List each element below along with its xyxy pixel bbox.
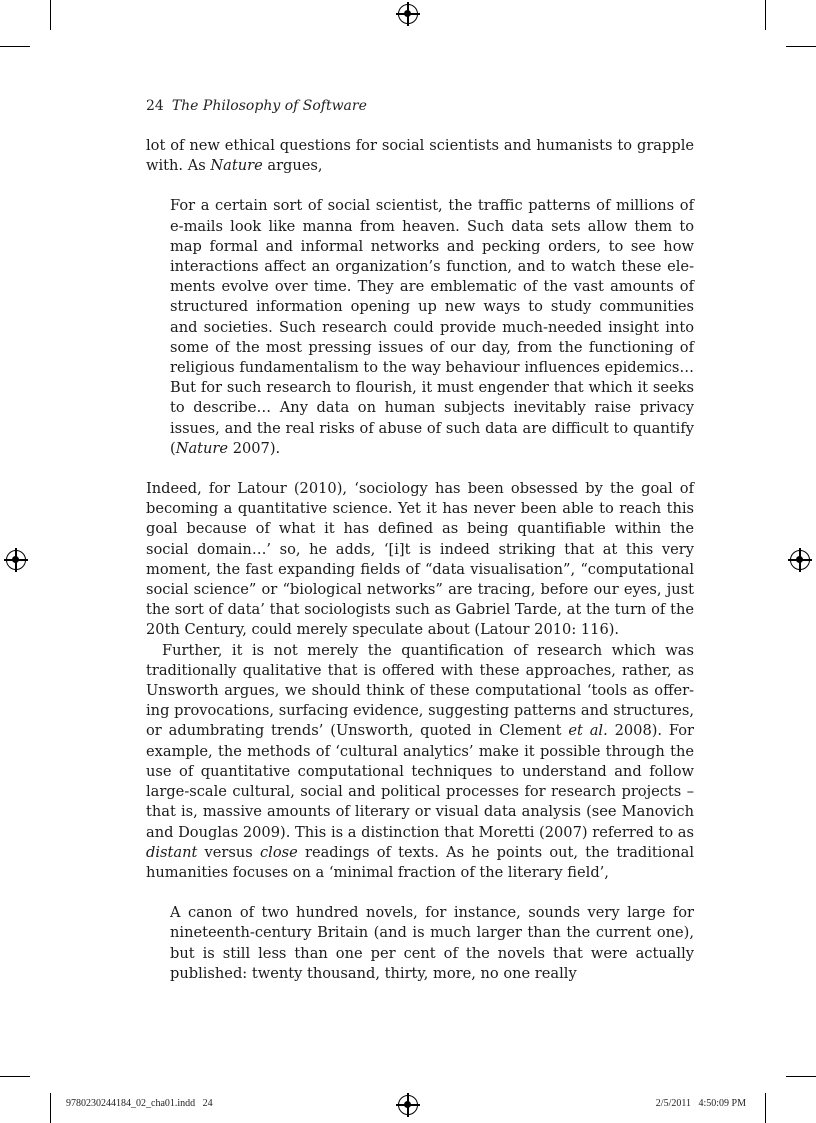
body-paragraph (146, 136, 694, 176)
italic-text: et al. (568, 722, 608, 740)
block-quote (170, 196, 694, 459)
text-run: Further, it is not merely the quantification of research which was traditionally qualitative that is offered with these approaches, rather, as Unsworth argues, we should think of these computational ‘tools as offering provocations, surfacing evidence, suggesting patterns and structures, or adumbrating trends’ (Unsworth, quoted in Clement (146, 641, 694, 740)
registration-mark-bottom-icon (398, 1095, 418, 1115)
registration-mark-left-icon (6, 550, 26, 570)
text-run: readings of texts. As he points out, the traditional humanities focuses on a ‘minimal fraction of the literary field’, (146, 843, 694, 881)
text-run: argues, (262, 157, 323, 175)
running-head (146, 97, 367, 115)
text-run: lot of new ethical questions for social scientists and humanists to grapple with. As (146, 137, 694, 175)
crop-mark-bottom-right-horizontal (786, 1076, 816, 1077)
body-paragraph (146, 479, 694, 641)
crop-mark-bottom-left-horizontal (0, 1076, 30, 1077)
text-run: versus (197, 843, 260, 861)
text-run: 2008). For example, the methods of ‘cultural analytics’ make it possible through the use of quantitative computational techniques to understand and follow large-scale cultural, social and political processes for research projects – that is, massive amounts of literary or visual data analysis (see Manovich and Douglas 2009). This is a distinction that Moretti (2007) referred to as (146, 722, 695, 841)
text-run: Indeed, for Latour (2010), ‘sociology has been obsessed by the goal of becoming a quantitative science. Yet it has never been able to reach this goal because of what it has defined as being quantifiable within the social domain…’ so, he adds, ‘[i]t is indeed striking that at this very moment, the fast expanding fields of “data visualisation”, “computational social science” or “biological networks” are tracing, before our eyes, just the sort of data’ that sociologists such as Gabriel Tarde, at the turn of the 20th Century, could merely speculate about (Latour 2010: 116). (146, 480, 694, 639)
text-run: A canon of two hundred novels, for instance, sounds very large for nineteenth-century Britain (and is much larger than the current one), but is still less than one per cent of the novels that were actually published: twenty thousand, thirty, more, no one really (170, 904, 694, 982)
page-number: 24 (146, 98, 164, 114)
page-body (146, 136, 694, 984)
registration-mark-top-icon (398, 4, 418, 24)
crop-mark-top-right-horizontal (786, 46, 816, 47)
crop-mark-top-right-vertical (765, 0, 766, 30)
italic-text: distant (146, 843, 198, 861)
footer-timestamp: 2/5/2011 4:50:09 PM (655, 1098, 746, 1109)
body-paragraph (146, 641, 694, 883)
italic-text: close (260, 843, 298, 861)
crop-mark-top-left-vertical (50, 0, 51, 30)
book-title: The Philosophy of Software (171, 98, 367, 114)
text-run: 2007). (228, 439, 281, 457)
italic-text: Nature (175, 439, 229, 457)
registration-mark-right-icon (790, 550, 810, 570)
italic-text: Nature (210, 157, 263, 175)
text-run: For a certain sort of social scientist, the traffic patterns of millions of e-mails look like manna from heaven. Such data sets allow them to map formal and informal networks and pecking orders, to see how interactions affect an organization’s function, and to watch these elements evolve over time. They are emblematic of the vast amounts of structured information opening up new ways to study communities and societies. Such research could provide much-needed insight into some of the most pressing issues of our day, from the functioning of religious fundamentalism to the way behaviour influences epidemics… But for such research to flourish, it must engender that which it seeks to describe… Any data on human subjects inevitably raise privacy issues, and the real risks of abuse of such data are difficult to quantify ( (170, 197, 694, 457)
crop-mark-bottom-left-vertical (50, 1093, 51, 1123)
crop-mark-bottom-right-vertical (765, 1093, 766, 1123)
footer-file-slug: 9780230244184_02_cha01.indd 24 (66, 1098, 213, 1109)
crop-mark-top-left-horizontal (0, 46, 30, 47)
block-quote (170, 903, 694, 984)
